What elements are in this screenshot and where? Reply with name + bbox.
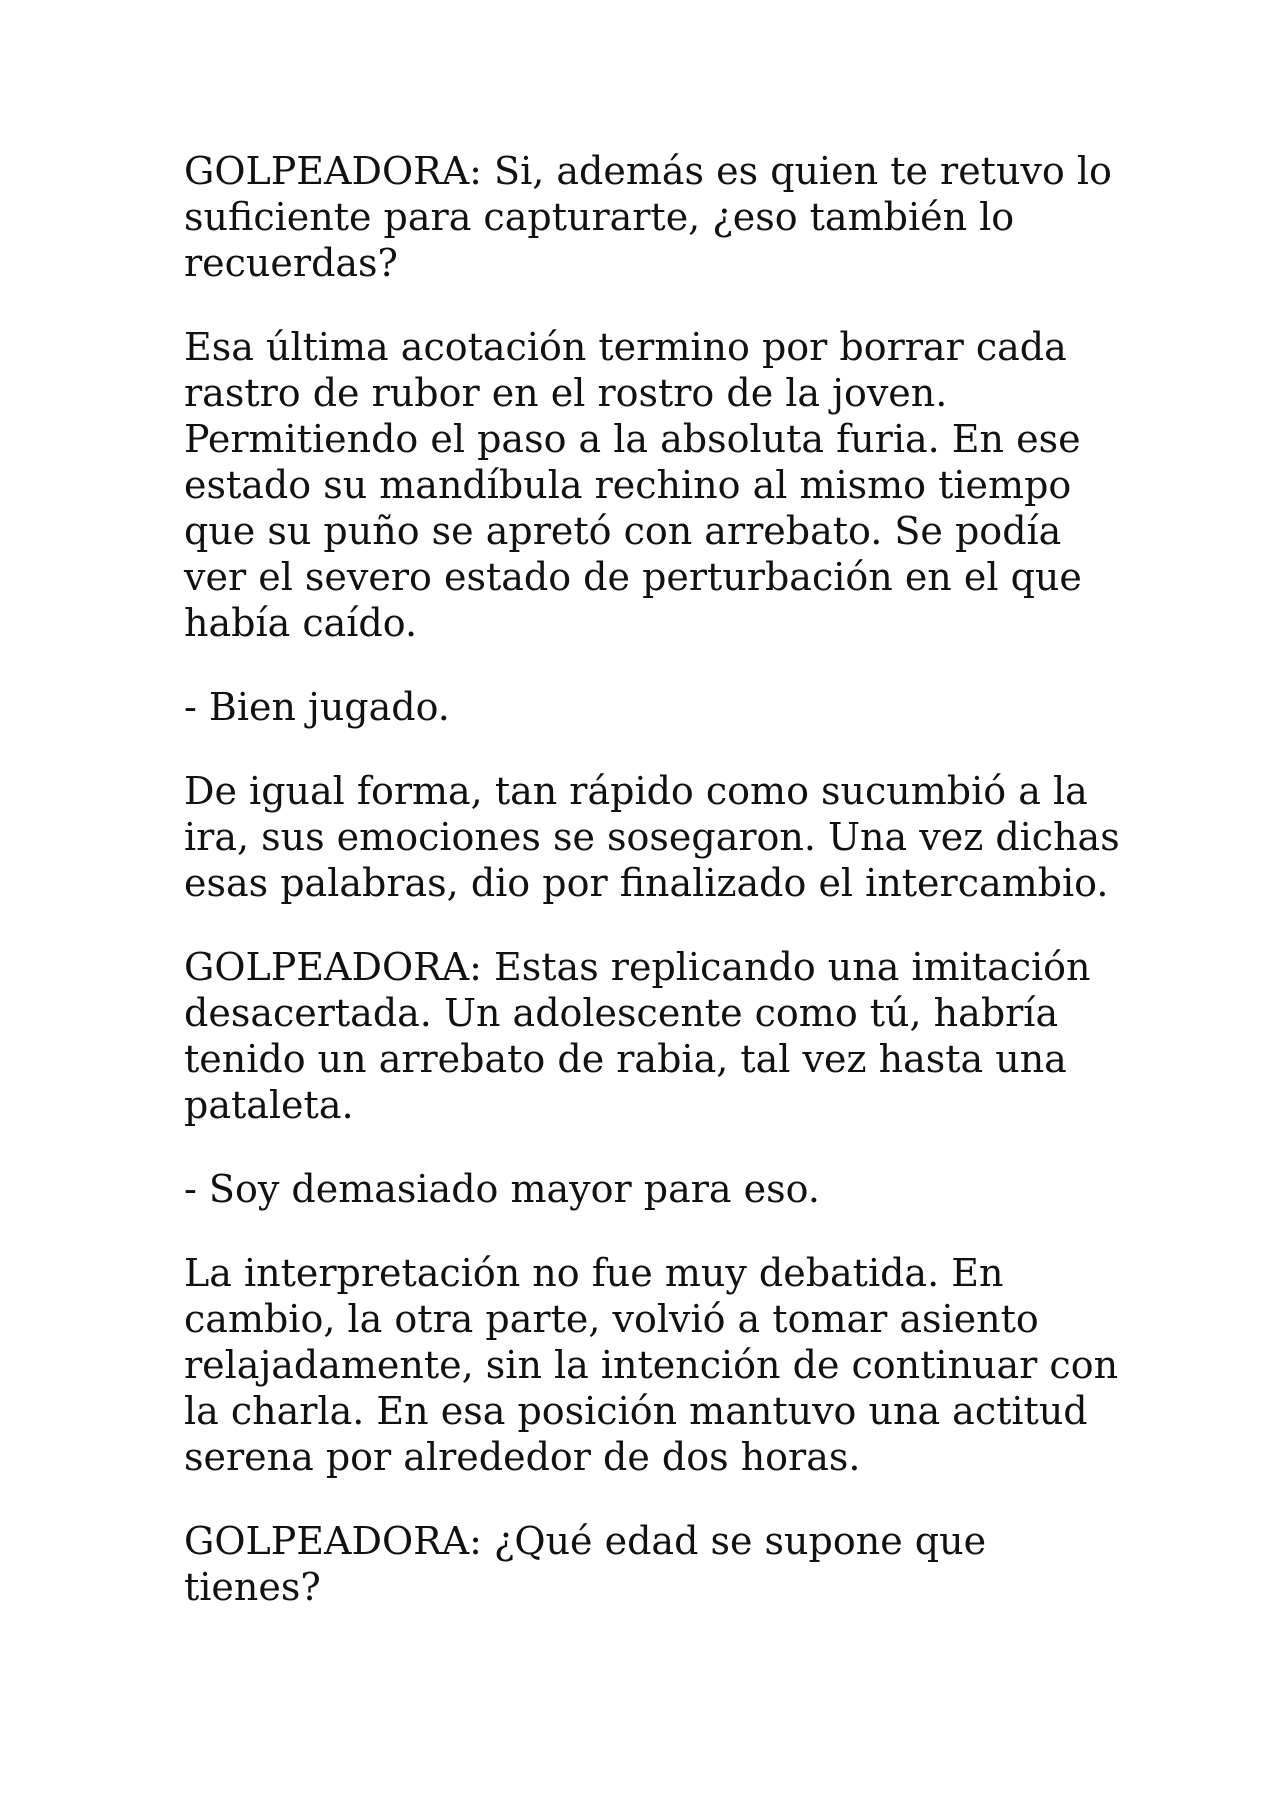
paragraph-1: GOLPEADORA: Si, además es quien te retuvo lo suficiente para capturarte, ¿eso también lo recuerdas? — [184, 149, 1112, 285]
paragraph-6: - Soy demasiado mayor para eso. — [184, 1167, 820, 1211]
paragraph-5: GOLPEADORA: Estas replicando una imitación desacertada. Un adolescente como tú, habría tenido un arrebato de rabia, tal vez hasta una pataleta. — [184, 945, 1091, 1127]
paragraph-8: GOLPEADORA: ¿Qué edad se supone que tienes? — [184, 1519, 987, 1609]
paragraph-7: La interpretación no fue muy debatida. En cambio, la otra parte, volvió a tomar asiento relajadamente, sin la intención de continuar con la charla. En esa posición mantuvo una actitud serena por alrededor de dos horas. — [184, 1251, 1119, 1479]
document-page — [184, 148, 1124, 1648]
paragraph-2: Esa última acotación termino por borrar cada rastro de rubor en el rostro de la joven. Permitiendo el paso a la absoluta furia. En ese estado su mandíbula rechino al mismo tiempo que su puño se apretó con arrebato. Se podía ver el severo estado de perturbación en el que había caído. — [184, 325, 1082, 645]
paragraph-4: De igual forma, tan rápido como sucumbió a la ira, sus emociones se sosegaron. Una vez dichas esas palabras, dio por finalizado el intercambio. — [184, 769, 1120, 905]
paragraph-3: - Bien jugado. — [184, 685, 450, 729]
